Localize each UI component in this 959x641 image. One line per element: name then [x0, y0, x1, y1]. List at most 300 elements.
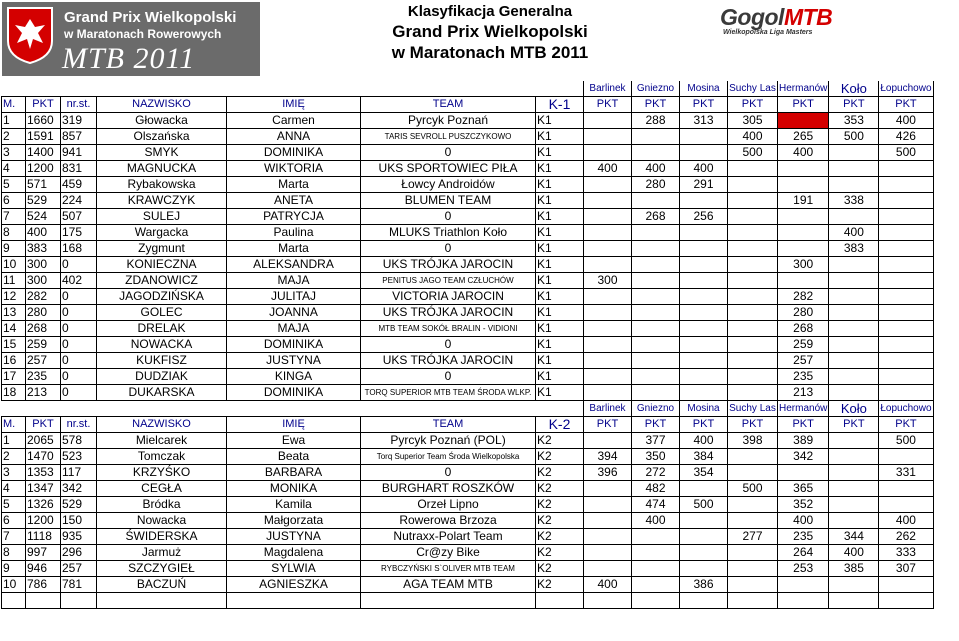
race-points-cell — [632, 577, 680, 593]
empty-cell — [2, 593, 26, 609]
empty-row — [2, 593, 934, 609]
race-points-cell — [829, 497, 879, 513]
category-cell: K2 — [536, 497, 584, 513]
surname-cell: Bródka — [97, 497, 227, 513]
race-points-cell: 383 — [829, 241, 879, 257]
race-points-cell — [728, 289, 778, 305]
place-cell: 4 — [2, 481, 26, 497]
race-points-cell — [728, 577, 778, 593]
points-cell: 1470 — [26, 449, 61, 465]
category-cell: K2 — [536, 513, 584, 529]
eagle-shield-icon — [5, 5, 55, 65]
race-points-cell: 350 — [632, 449, 680, 465]
race-points-cell — [879, 337, 933, 353]
start-number-cell: 941 — [61, 145, 97, 161]
first-name-cell: ALEKSANDRA — [227, 257, 361, 273]
category-cell: K2 — [536, 433, 584, 449]
category-cell: K2 — [536, 481, 584, 497]
race-points-cell — [680, 369, 728, 385]
race-points-cell — [632, 337, 680, 353]
race-points-cell: 500 — [680, 497, 728, 513]
team-cell: 0 — [361, 209, 536, 225]
race-points-cell — [728, 497, 778, 513]
first-name-cell: SYLWIA — [227, 561, 361, 577]
logo-mtb-year: MTB 2011 — [62, 42, 196, 75]
race-points-cell — [879, 241, 933, 257]
points-cell: 280 — [26, 305, 61, 321]
empty-cell — [26, 593, 61, 609]
first-name-cell: DOMINIKA — [227, 385, 361, 401]
logo-line-1: Grand Prix Wielkopolski — [64, 9, 237, 26]
place-cell: 15 — [2, 337, 26, 353]
empty-cell — [61, 593, 97, 609]
table-row — [2, 449, 934, 465]
race-points-cell: 389 — [778, 433, 829, 449]
race-points-cell — [829, 305, 879, 321]
col-header-race-points: PKT — [728, 97, 778, 113]
team-cell: Nutraxx-Polart Team — [361, 529, 536, 545]
surname-cell: Głowacka — [97, 113, 227, 129]
race-points-cell — [632, 305, 680, 321]
race-points-cell — [778, 577, 829, 593]
category-cell: K1 — [536, 305, 584, 321]
race-points-cell — [879, 177, 933, 193]
points-cell: 1591 — [26, 129, 61, 145]
race-points-cell — [778, 177, 829, 193]
race-points-cell — [680, 529, 728, 545]
start-number-cell: 507 — [61, 209, 97, 225]
first-name-cell: BARBARA — [227, 465, 361, 481]
race-points-cell — [632, 289, 680, 305]
empty-cell — [61, 81, 97, 97]
race-points-cell — [829, 481, 879, 497]
race-points-cell — [584, 369, 632, 385]
race-points-cell: 313 — [680, 113, 728, 129]
race-points-cell — [632, 545, 680, 561]
race-points-cell: 268 — [632, 209, 680, 225]
empty-cell — [61, 401, 97, 417]
category-cell: K1 — [536, 369, 584, 385]
team-cell: Torq Superior Team Środa Wielkopolska — [361, 449, 536, 465]
surname-cell: KONIECZNA — [97, 257, 227, 273]
start-number-cell: 296 — [61, 545, 97, 561]
category-cell: K1 — [536, 113, 584, 129]
surname-cell: Wargacka — [97, 225, 227, 241]
team-cell: 0 — [361, 369, 536, 385]
race-points-cell — [680, 273, 728, 289]
race-points-cell — [680, 353, 728, 369]
race-points-cell — [879, 497, 933, 513]
table-row — [2, 177, 934, 193]
race-points-cell: 268 — [778, 321, 829, 337]
points-cell: 257 — [26, 353, 61, 369]
race-points-cell — [879, 321, 933, 337]
table-row — [2, 209, 934, 225]
col-header-race-points: PKT — [680, 417, 728, 433]
empty-cell — [97, 401, 227, 417]
empty-cell — [680, 593, 728, 609]
race-points-cell: 400 — [632, 161, 680, 177]
points-cell: 1200 — [26, 513, 61, 529]
col-header-first-name: IMIĘ — [227, 97, 361, 113]
race-points-cell — [728, 385, 778, 401]
race-points-cell: 384 — [680, 449, 728, 465]
race-points-cell — [829, 273, 879, 289]
race-points-cell: 482 — [632, 481, 680, 497]
team-cell: UKS TRÓJKA JAROCIN — [361, 257, 536, 273]
first-name-cell: Carmen — [227, 113, 361, 129]
race-points-cell — [879, 369, 933, 385]
race-points-cell — [584, 193, 632, 209]
race-points-cell: 400 — [680, 161, 728, 177]
team-cell: 0 — [361, 145, 536, 161]
race-points-cell — [680, 225, 728, 241]
start-number-cell: 0 — [61, 305, 97, 321]
empty-cell — [227, 593, 361, 609]
race-points-cell: 265 — [778, 129, 829, 145]
team-cell: Orzeł Lipno — [361, 497, 536, 513]
empty-cell — [26, 401, 61, 417]
race-points-cell: 500 — [829, 129, 879, 145]
empty-cell — [778, 593, 829, 609]
category-cell: K1 — [536, 273, 584, 289]
empty-cell — [227, 401, 361, 417]
points-cell: 1118 — [26, 529, 61, 545]
race-points-cell — [584, 145, 632, 161]
first-name-cell: JOANNA — [227, 305, 361, 321]
surname-cell: BACZUŃ — [97, 577, 227, 593]
race-points-cell — [632, 129, 680, 145]
first-name-cell: Marta — [227, 241, 361, 257]
place-cell: 4 — [2, 161, 26, 177]
race-points-cell: 394 — [584, 449, 632, 465]
place-cell: 9 — [2, 561, 26, 577]
category-cell: K2 — [536, 449, 584, 465]
location-header-row — [2, 401, 934, 417]
race-points-cell: 262 — [879, 529, 933, 545]
table-row — [2, 545, 934, 561]
race-points-cell — [584, 225, 632, 241]
race-points-cell — [728, 513, 778, 529]
points-cell: 1353 — [26, 465, 61, 481]
surname-cell: DRELAK — [97, 321, 227, 337]
points-cell: 1400 — [26, 145, 61, 161]
points-cell: 282 — [26, 289, 61, 305]
first-name-cell: Ewa — [227, 433, 361, 449]
first-name-cell: WIKTORIA — [227, 161, 361, 177]
place-cell: 2 — [2, 449, 26, 465]
surname-cell: Jarmuż — [97, 545, 227, 561]
surname-cell: Nowacka — [97, 513, 227, 529]
first-name-cell: JUSTYNA — [227, 529, 361, 545]
race-points-cell — [680, 241, 728, 257]
table-row — [2, 497, 934, 513]
race-points-cell — [728, 561, 778, 577]
col-header-points: PKT — [26, 97, 61, 113]
race-points-cell — [632, 257, 680, 273]
race-points-cell — [829, 433, 879, 449]
race-points-cell — [584, 481, 632, 497]
race-points-cell — [879, 577, 933, 593]
place-cell: 12 — [2, 289, 26, 305]
column-header-row — [2, 417, 934, 433]
col-header-first-name: IMIĘ — [227, 417, 361, 433]
race-points-cell: 352 — [778, 497, 829, 513]
start-number-cell: 0 — [61, 289, 97, 305]
race-points-cell — [879, 305, 933, 321]
col-header-place: M. — [2, 97, 26, 113]
race-points-cell: 277 — [728, 529, 778, 545]
race-points-cell — [778, 225, 829, 241]
place-cell: 1 — [2, 113, 26, 129]
race-points-cell: 307 — [879, 561, 933, 577]
start-number-cell: 529 — [61, 497, 97, 513]
race-points-cell — [680, 545, 728, 561]
points-cell: 383 — [26, 241, 61, 257]
place-cell: 2 — [2, 129, 26, 145]
sponsor-subtitle: Wielkopolska Liga Masters — [723, 29, 813, 36]
race-points-cell: 235 — [778, 529, 829, 545]
empty-cell — [536, 593, 584, 609]
points-cell: 213 — [26, 385, 61, 401]
place-cell: 14 — [2, 321, 26, 337]
race-points-cell — [829, 353, 879, 369]
col-header-race-points: PKT — [584, 97, 632, 113]
race-points-cell — [584, 337, 632, 353]
points-cell: 1200 — [26, 161, 61, 177]
race-points-cell — [829, 369, 879, 385]
race-points-cell — [632, 145, 680, 161]
points-cell: 300 — [26, 273, 61, 289]
surname-cell: SZCZYGIEŁ — [97, 561, 227, 577]
race-points-cell: 400 — [778, 145, 829, 161]
race-points-cell — [879, 257, 933, 273]
first-name-cell: MAJA — [227, 273, 361, 289]
place-cell: 5 — [2, 497, 26, 513]
first-name-cell: AGNIESZKA — [227, 577, 361, 593]
race-points-cell — [584, 513, 632, 529]
table-row — [2, 561, 934, 577]
team-cell: 0 — [361, 465, 536, 481]
logo-line-2: w Maratonach Rowerowych — [64, 27, 222, 41]
table-row — [2, 513, 934, 529]
start-number-cell: 523 — [61, 449, 97, 465]
empty-cell — [584, 593, 632, 609]
first-name-cell: Małgorzata — [227, 513, 361, 529]
team-cell: UKS TRÓJKA JAROCIN — [361, 305, 536, 321]
location-header: Gniezno — [632, 401, 680, 417]
points-cell: 2065 — [26, 433, 61, 449]
race-points-cell: 342 — [778, 449, 829, 465]
start-number-cell: 342 — [61, 481, 97, 497]
start-number-cell: 0 — [61, 385, 97, 401]
category-cell: K1 — [536, 241, 584, 257]
start-number-cell: 150 — [61, 513, 97, 529]
start-number-cell: 224 — [61, 193, 97, 209]
category-cell: K2 — [536, 465, 584, 481]
first-name-cell: Paulina — [227, 225, 361, 241]
table-row — [2, 241, 934, 257]
race-points-cell — [680, 305, 728, 321]
empty-cell — [728, 593, 778, 609]
team-cell: Pyrcyk Poznań — [361, 113, 536, 129]
place-cell: 11 — [2, 273, 26, 289]
race-points-cell: 398 — [728, 433, 778, 449]
race-points-cell — [680, 289, 728, 305]
place-cell: 1 — [2, 433, 26, 449]
surname-cell: Rybakowska — [97, 177, 227, 193]
location-header: Hermanów — [778, 401, 829, 417]
category-cell: K2 — [536, 561, 584, 577]
team-cell: MLUKS Triathlon Koło — [361, 225, 536, 241]
race-points-cell: 354 — [680, 465, 728, 481]
race-points-cell — [680, 193, 728, 209]
start-number-cell: 0 — [61, 337, 97, 353]
race-points-cell — [728, 273, 778, 289]
first-name-cell: Magdalena — [227, 545, 361, 561]
start-number-cell: 175 — [61, 225, 97, 241]
start-number-cell: 857 — [61, 129, 97, 145]
race-points-cell: 282 — [778, 289, 829, 305]
title-line-3: w Maratonach MTB 2011 — [391, 43, 589, 62]
race-points-cell: 272 — [632, 465, 680, 481]
category-cell: K1 — [536, 161, 584, 177]
start-number-cell: 459 — [61, 177, 97, 193]
race-points-cell — [584, 433, 632, 449]
race-points-cell: 500 — [879, 433, 933, 449]
race-points-cell — [829, 257, 879, 273]
category-cell: K1 — [536, 209, 584, 225]
race-points-cell — [728, 465, 778, 481]
race-points-cell — [728, 369, 778, 385]
col-header-start-number: nr.st. — [61, 417, 97, 433]
race-points-cell: 259 — [778, 337, 829, 353]
race-points-cell — [829, 449, 879, 465]
race-points-cell: 385 — [829, 561, 879, 577]
col-header-race-points: PKT — [879, 417, 933, 433]
race-points-cell: 353 — [829, 113, 879, 129]
table-row — [2, 113, 934, 129]
race-points-cell — [632, 529, 680, 545]
table-row — [2, 257, 934, 273]
start-number-cell: 168 — [61, 241, 97, 257]
place-cell: 16 — [2, 353, 26, 369]
category-cell: K1 — [536, 353, 584, 369]
race-points-cell — [632, 193, 680, 209]
race-points-cell — [879, 225, 933, 241]
first-name-cell: JULITAJ — [227, 289, 361, 305]
category-cell: K2 — [536, 545, 584, 561]
race-points-cell — [584, 177, 632, 193]
table-row — [2, 481, 934, 497]
race-points-cell — [680, 257, 728, 273]
table-row — [2, 369, 934, 385]
race-points-cell — [829, 513, 879, 529]
race-points-cell — [584, 257, 632, 273]
col-header-race-points: PKT — [632, 97, 680, 113]
surname-cell: SULEJ — [97, 209, 227, 225]
race-points-cell — [829, 209, 879, 225]
race-points-cell — [829, 337, 879, 353]
race-points-cell: 400 — [584, 577, 632, 593]
empty-cell — [97, 593, 227, 609]
location-header: Koło — [829, 81, 879, 97]
race-points-cell — [879, 273, 933, 289]
empty-cell — [26, 81, 61, 97]
team-cell: 0 — [361, 241, 536, 257]
race-points-cell: 253 — [778, 561, 829, 577]
race-points-cell: 500 — [879, 145, 933, 161]
points-cell: 235 — [26, 369, 61, 385]
team-cell: AGA TEAM MTB — [361, 577, 536, 593]
surname-cell: Zygmunt — [97, 241, 227, 257]
race-points-cell — [632, 273, 680, 289]
category-cell: K1 — [536, 321, 584, 337]
gogol-mtb-logo — [720, 4, 860, 38]
first-name-cell: KINGA — [227, 369, 361, 385]
team-cell: TORQ SUPERIOR MTB TEAM ŚRODA WLKP. — [361, 385, 536, 401]
col-header-team: TEAM — [361, 417, 536, 433]
race-points-cell — [778, 161, 829, 177]
location-header: Hermanów — [778, 81, 829, 97]
race-points-cell — [728, 545, 778, 561]
first-name-cell: MAJA — [227, 321, 361, 337]
team-cell: UKS TRÓJKA JAROCIN — [361, 353, 536, 369]
race-points-cell — [584, 129, 632, 145]
race-points-cell — [584, 209, 632, 225]
place-cell: 3 — [2, 145, 26, 161]
points-cell: 571 — [26, 177, 61, 193]
points-cell: 1347 — [26, 481, 61, 497]
race-points-cell — [829, 289, 879, 305]
race-points-cell: 191 — [778, 193, 829, 209]
race-points-cell: 331 — [879, 465, 933, 481]
race-points-cell — [778, 273, 829, 289]
race-points-cell — [680, 145, 728, 161]
race-points-cell — [829, 161, 879, 177]
location-header: Gniezno — [632, 81, 680, 97]
category-cell: K1 — [536, 257, 584, 273]
team-cell: Cr@zy Bike — [361, 545, 536, 561]
race-points-cell — [632, 561, 680, 577]
place-cell: 13 — [2, 305, 26, 321]
points-cell: 268 — [26, 321, 61, 337]
race-points-cell: 474 — [632, 497, 680, 513]
place-cell: 7 — [2, 529, 26, 545]
surname-cell: JAGODZIŃSKA — [97, 289, 227, 305]
empty-cell — [829, 593, 879, 609]
race-points-cell — [829, 385, 879, 401]
surname-cell: SMYK — [97, 145, 227, 161]
category-cell: K2 — [536, 577, 584, 593]
points-cell: 400 — [26, 225, 61, 241]
place-cell: 7 — [2, 209, 26, 225]
col-header-race-points: PKT — [728, 417, 778, 433]
team-cell: VICTORIA JAROCIN — [361, 289, 536, 305]
start-number-cell: 257 — [61, 561, 97, 577]
start-number-cell: 578 — [61, 433, 97, 449]
empty-cell — [879, 593, 933, 609]
race-points-cell: 400 — [584, 161, 632, 177]
start-number-cell: 117 — [61, 465, 97, 481]
surname-cell: NOWACKA — [97, 337, 227, 353]
race-points-cell — [680, 337, 728, 353]
start-number-cell: 0 — [61, 369, 97, 385]
race-points-cell — [584, 385, 632, 401]
location-header: Suchy Las — [728, 81, 778, 97]
place-cell: 8 — [2, 225, 26, 241]
surname-cell: ZDANOWICZ — [97, 273, 227, 289]
